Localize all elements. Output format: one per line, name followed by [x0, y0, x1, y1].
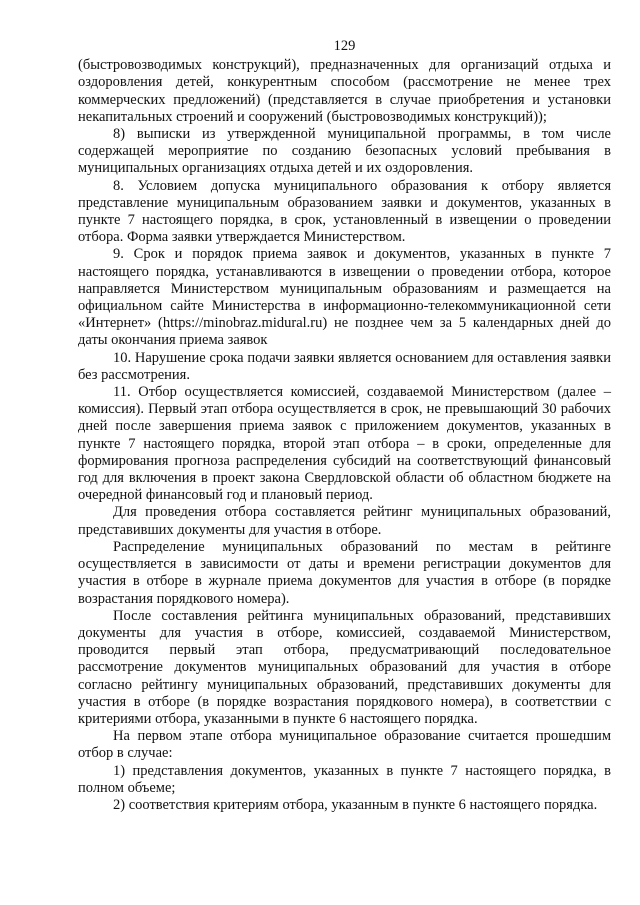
paragraph-item-8-extract: 8) выписки из утвержденной муниципальной программы, в том числе содержащей мероприятие по созданию безопасных условий пребывания в муниципальных организациях отдыха детей и их оздоровления.: [78, 126, 611, 177]
paragraph-distribution: Распределение муниципальных образований по местам в рейтинге осуществляется в зависимости от даты и времени регистрации документов для участия в отборе в журнале приема документов для участия в отборе (в порядке возрастания порядкового номера).: [78, 538, 611, 607]
paragraph-first-stage: После составления рейтинга муниципальных образований, представивших документы для участия в отборе, комиссией, создаваемой Министерством, проводится первый этап отбора, предусматривающий последовательное рассмотрение документов муниципальных образований для участия в отборе согласно рейтингу муниципальных образований, представивших документы для участия в отборе (в порядке возрастания порядкового номера), в соответствии с критериями отбора, указанными в пункте 6 настоящего порядка.: [78, 607, 611, 727]
paragraph-condition-1: 1) представления документов, указанных в пункте 7 настоящего порядка, в полном объеме;: [78, 762, 611, 796]
paragraph-clause-10: 10. Нарушение срока подачи заявки является основанием для оставления заявки без рассмотрения.: [78, 349, 611, 383]
paragraph-clause-9: 9. Срок и порядок приема заявок и документов, указанных в пункте 7 настоящего порядка, устанавливаются в извещении о проведении отбора, которое направляется Министерством муниципальным образованиям и размещается на официальном сайте Министерства в информационно-телекоммуникационной сети «Интернет» (https://minobraz.midural.ru) не позднее чем за 5 календарных дней до даты окончания приема заявок: [78, 246, 611, 349]
document-page: [78, 38, 611, 814]
page-number: 129: [333, 38, 356, 54]
paragraph-clause-11: 11. Отбор осуществляется комиссией, создаваемой Министерством (далее – комиссия). Первый этап отбора осуществляется в срок, не превышающий 30 рабочих дней после завершения приема заявок с приложением документов, указанных в пункте 7 настоящего порядка, второй этап отбора – в сроки, определенные для формирования прогноза распределения субсидий на соответствующий финансовый год для включения в проект закона Свердловской области об областном бюджете на очередной финансовый год и плановый период.: [78, 384, 611, 504]
paragraph-first-stage-conditions: На первом этапе отбора муниципальное образование считается прошедшим отбор в случае:: [78, 728, 611, 762]
paragraph-condition-2: 2) соответствия критериям отбора, указанным в пункте 6 настоящего порядка.: [113, 796, 598, 813]
paragraph-clause-8: 8. Условием допуска муниципального образования к отбору является представление муниципальным образованием заявки и документов, указанных в пункте 7 настоящего порядка, в срок, установленный в извещении о проведении отбора. Форма заявки утверждается Министерством.: [78, 177, 611, 246]
paragraph-rating: Для проведения отбора составляется рейтинг муниципальных образований, представивших документы для участия в отборе.: [78, 504, 611, 538]
paragraph-continuation: (быстровозводимых конструкций), предназначенных для организаций отдыха и оздоровления детей, конкурентным способом (рассмотрение не менее трех коммерческих предложений) (представляется в случае приобретения и установки некапитальных строений и сооружений (быстровозводимых конструкций));: [78, 57, 611, 125]
